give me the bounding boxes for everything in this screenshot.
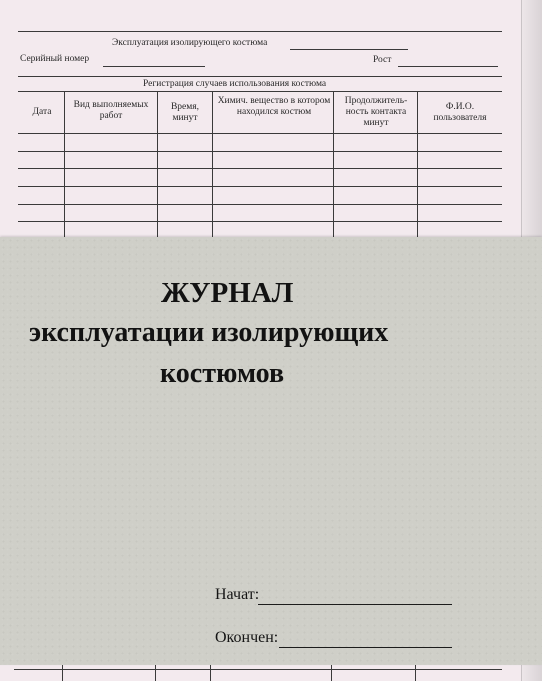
column-chemical: Химич. вещество в котором находился костюм [217,96,331,117]
serial-line [103,66,205,67]
bottom-table-line [14,669,502,670]
table-row-line [18,204,502,205]
table-row-line [18,221,502,222]
table-row-line [18,168,502,169]
table-col-line [212,91,213,237]
finished-line [279,647,452,648]
table-row-line [18,151,502,152]
table-header-top [18,91,502,92]
cover-subtitle-line2: костюмов [160,358,285,389]
table-header-bottom [18,133,502,134]
journal-cover [0,237,542,665]
column-work-type: Вид выполняемых работ [73,100,149,121]
finished-label: Окончен: [215,629,279,646]
started-label: Начат: [215,586,260,603]
form-title: Эксплуатация изолирующего костюма [112,38,268,48]
form-top-line [18,31,502,32]
table-col-line [417,91,418,237]
form-title-underline [290,49,408,50]
height-label: Рост [373,55,392,65]
table-top-line [18,76,502,77]
table-col-line [157,91,158,237]
table-row-line [18,186,502,187]
height-line [398,66,498,67]
started-line [258,604,452,605]
serial-label: Серийный номер [20,54,90,64]
cover-title: ЖУРНАЛ [161,277,294,309]
table-col-line [64,91,65,237]
column-time: Время, минут [170,102,200,123]
table-col-line [333,91,334,237]
column-date: Дата [32,107,52,117]
registration-title: Регистрация случаев использования костюма [143,79,327,89]
cover-subtitle-line1: эксплуатации изолирующих [29,317,389,348]
column-user-name: Ф.И.О. пользователя [433,102,487,123]
column-duration: Продолжитель-ность контакта минут [344,96,408,128]
